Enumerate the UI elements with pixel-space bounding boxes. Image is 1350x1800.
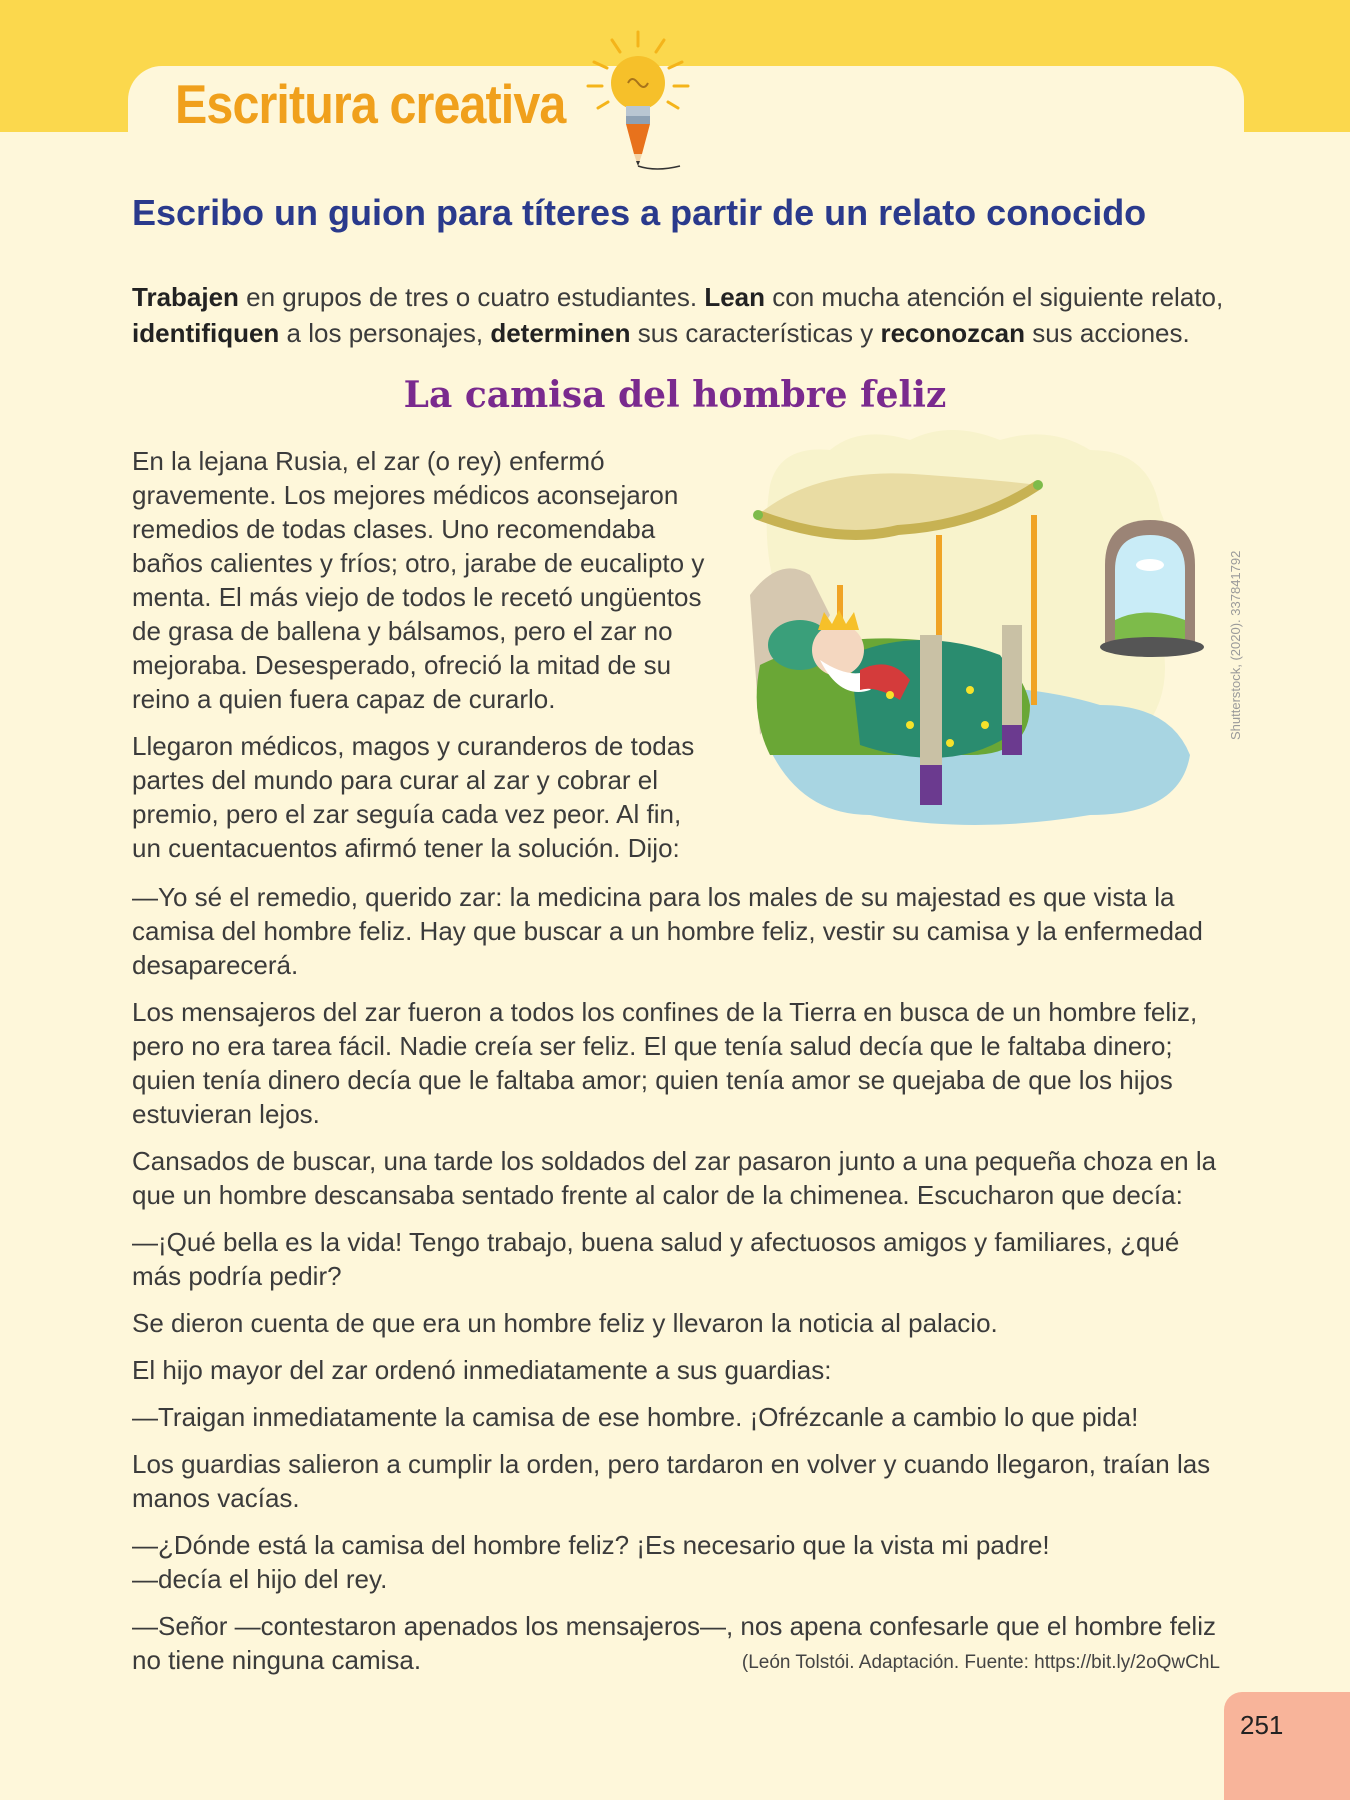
- story-paragraph: Cansados de buscar, una tarde los soldados del zar pasaron junto a una pequeña choza en la que un hombre descansaba sentado frente al calor de la chimenea. Escucharon que decía:: [132, 1146, 1217, 1210]
- story-paragraph: —Señor —contestaron apenados los mensajeros—, nos apena confesarle que el hombre feliz no tiene ninguna camisa.: [132, 1611, 1216, 1675]
- story-paragraph: —Traigan inmediatamente la camisa de ese hombre. ¡Ofrézcanle a cambio lo que pida!: [132, 1402, 1139, 1432]
- instruction-verb: determinen: [490, 318, 631, 348]
- instruction-text: sus acciones.: [1024, 318, 1190, 348]
- story-paragraph: —Yo sé el remedio, querido zar: la medicina para los males de su majestad es que vista la camisa del hombre feliz. Hay que buscar a un hombre feliz, vestir su camisa y la enfermedad desaparecerá.: [132, 882, 1203, 980]
- story-paragraph: En la lejana Rusia, el zar (o rey) enfermó gravemente. Los mejores médicos aconsejaron remedios de todas clases. Uno recomendaba baños calientes y fríos; otro, jarabe de eucalipto y menta. El más viejo de todos le recetó ungüentos de grasa de ballena y bálsamos, pero el zar no mejoraba. Desesperado, ofreció la mitad de su reino a quien fuera capaz de curarlo.: [132, 446, 705, 714]
- story-paragraph: El hijo mayor del zar ordenó inmediatamente a sus guardias:: [132, 1355, 832, 1385]
- story-body: [132, 880, 1232, 1690]
- instruction-text: a los personajes,: [279, 318, 491, 348]
- instruction-verb: Trabajen: [132, 282, 239, 312]
- section-title: Escritura creativa: [175, 73, 566, 135]
- story-title: La camisa del hombre feliz: [403, 374, 947, 416]
- instruction-text: sus características y: [630, 318, 881, 348]
- story-paragraph: Llegaron médicos, magos y curanderos de todas partes del mundo para curar al zar y cobrar el premio, pero el zar seguía cada vez peor. Al fin, un cuentacuentos afirmó tener la solución. Dijo:: [132, 731, 695, 863]
- story-paragraph: —decía el hijo del rey.: [132, 1564, 388, 1594]
- page-number: 251: [1240, 1710, 1284, 1740]
- story-source: (León Tolstói. Adaptación. Fuente: https://bit.ly/2oQwChL: [741, 1652, 1220, 1673]
- instructions: [132, 279, 1232, 351]
- instruction-verb: identifiquen: [132, 318, 280, 348]
- story-paragraph: Se dieron cuenta de que era un hombre feliz y llevaron la noticia al palacio.: [132, 1308, 998, 1338]
- story-paragraph: —¡Qué bella es la vida! Tengo trabajo, buena salud y afectuosos amigos y familiares, ¿qué más podría pedir?: [132, 1227, 1180, 1291]
- image-credit: Shutterstock, (2020). 337841792: [1228, 550, 1243, 740]
- instruction-verb: reconozcan: [880, 318, 1025, 348]
- lightbulb-pencil-icon: [580, 28, 695, 178]
- window: [1100, 520, 1204, 657]
- page-number-tab: [1224, 1692, 1350, 1800]
- sick-tsar-illustration: [740, 425, 1210, 835]
- instruction-verb: Lean: [704, 282, 766, 312]
- story-paragraph: Los mensajeros del zar fueron a todos los confines de la Tierra en busca de un hombre feliz, pero no era tarea fácil. Nadie creía ser feliz. El que tenía salud decía que le faltaba dinero; quien tenía dinero decía que le faltaba amor; quien tenía amor se quejaba de que los hijos estuvieran lejos.: [132, 997, 1198, 1129]
- instruction-text: con mucha atención el siguiente relato,: [765, 282, 1224, 312]
- activity-title: Escribo un guion para títeres a partir de un relato conocido: [132, 192, 1147, 233]
- story-paragraph: —¿Dónde está la camisa del hombre feliz? ¡Es necesario que la vista mi padre!: [132, 1530, 1050, 1560]
- story-column: [132, 444, 712, 878]
- instruction-text: en grupos de tres o cuatro estudiantes.: [238, 282, 705, 312]
- story-paragraph: Los guardias salieron a cumplir la orden, pero tardaron en volver y cuando llegaron, traían las manos vacías.: [132, 1449, 1211, 1513]
